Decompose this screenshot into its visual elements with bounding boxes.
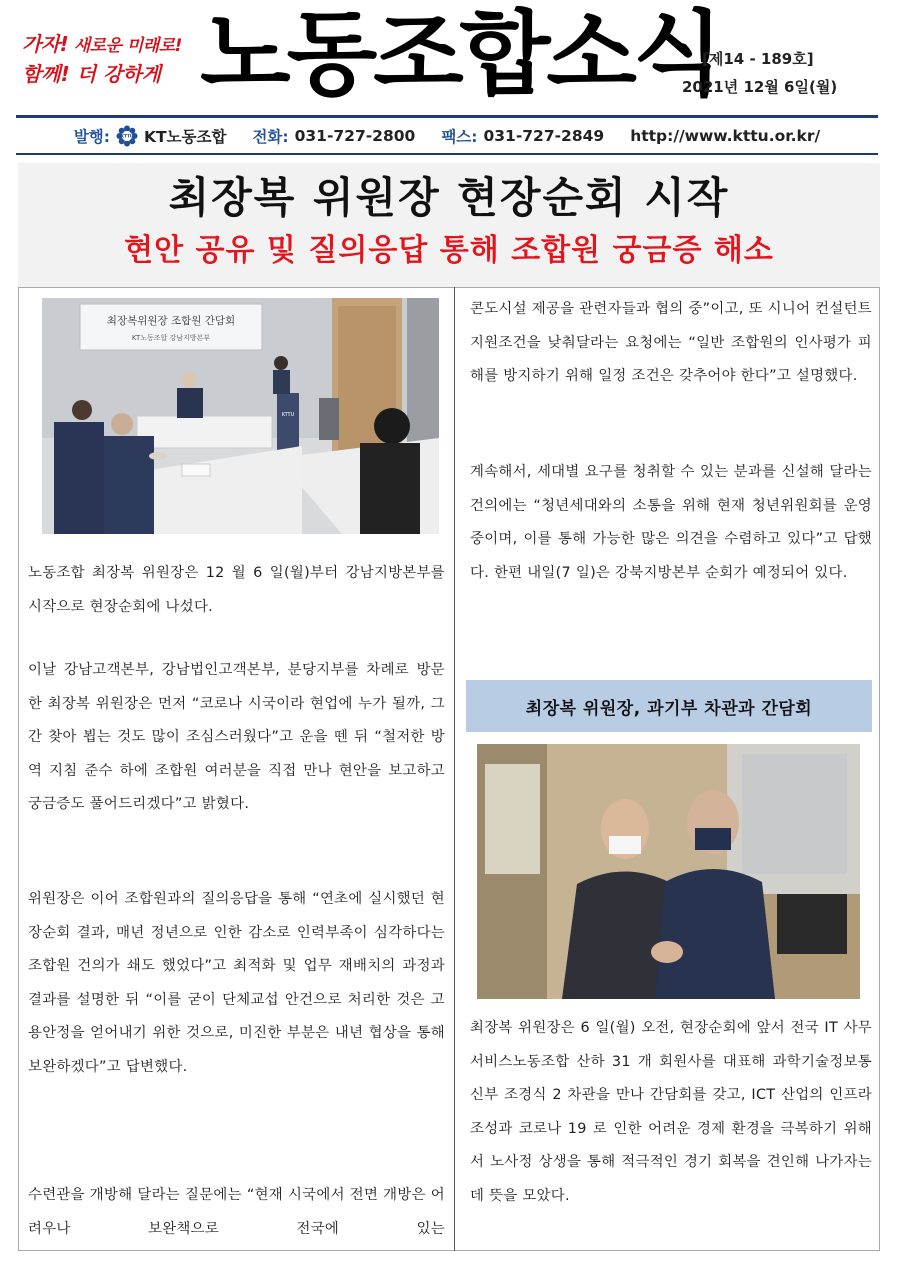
masthead-rule-bottom <box>16 153 878 155</box>
left-paragraph-4: 수련관을 개방해 달라는 질문에는 “현재 시국에서 전면 개방은 어려우나 보완책으로 전국에 있는 <box>28 1187 445 1237</box>
newsletter-title: 노동조합소식 <box>200 1 720 108</box>
phone-number: 031-727-2800 <box>294 126 416 145</box>
left-paragraph-2: 이날 강남고객본부, 강남법인고객본부, 분당지부를 차례로 방문한 최장복 위원장은 먼저 “코로나 시국이라 현업에 누가 될까, 그간 찾아 뵙는 것도 많이 조심스러웠다”고 운을 뗀 뒤 “철저한 방역 지침 준수 하에 조합원 여러분을 직접 만나 현안을 보고하고 궁금증도 풀어드리겠다”고 밝혔다. <box>28 662 445 813</box>
publisher-label: 발행: <box>73 127 110 146</box>
right-paragraph-2: 계속해서, 세대별 요구를 청취할 수 있는 분과를 신설해 달라는 건의에는 “청년세대와의 소통을 위해 현재 청년위원회를 운영 중이며, 이를 통해 가능한 많은 의견을 수렴하고 있다”고 답했다. 한편 내일(7 일)은 강북지방본부 순회가 예정되어 있다. <box>470 464 872 581</box>
phone-label: 전화: <box>252 127 289 146</box>
meeting-illustration <box>42 298 439 534</box>
fax-label: 팩스: <box>441 127 478 146</box>
left-paragraph-1: 노동조합 최장복 위원장은 12 월 6 일(월)부터 강남지방본부를 시작으로 현장순회에 나섰다. <box>28 565 445 615</box>
slogan-line1-b: 새로운 미래로! <box>73 36 182 56</box>
issue-number: [제14 - 189호] <box>702 50 814 68</box>
slogan-line1-a: 가자! <box>22 32 69 56</box>
podium-text: KTTU <box>281 412 295 418</box>
handshake-illustration <box>477 744 860 999</box>
publisher-name: KT노동조합 <box>143 127 227 146</box>
website-link[interactable]: http://www.kttu.or.kr/ <box>630 126 821 145</box>
article-headline: 최장복 위원장 현장순회 시작 <box>168 173 730 222</box>
banner-line2: KT노동조합 강남지방본부 <box>131 334 211 342</box>
logo-text: KTTU <box>120 133 134 139</box>
issue-date: 2021년 12월 6일(월) <box>682 78 838 96</box>
meeting-photo <box>42 298 439 534</box>
fax-number: 031-727-2849 <box>483 126 605 145</box>
article-subheadline: 현안 공유 및 질의응답 통해 조합원 궁금증 해소 <box>124 233 774 268</box>
publisher-bar <box>16 118 878 153</box>
handshake-photo <box>477 744 860 999</box>
column-divider <box>454 287 455 1251</box>
slogan-line2: 함께! 더 강하게 <box>22 62 161 86</box>
sidebar-heading: 최장복 위원장, 과기부 차관과 간담회 <box>466 680 872 732</box>
sidebar-paragraph: 최장복 위원장은 6 일(월) 오전, 현장순회에 앞서 전국 IT 사무서비스노동조합 산하 31 개 회원사를 대표해 과학기술정보통신부 조경식 2 차관을 만나 간담회를 갖고, ICT 산업의 인프라 조성과 코로나 19 로 인한 어려운 경제 환경을 극복하기 위해서 노사정 상생을 통해 적극적인 경기 회복을 견인해 나가자는 데 뜻을 모았다. <box>470 1020 872 1204</box>
right-paragraph-1: 콘도시설 제공을 관련자들과 협의 중”이고, 또 시니어 컨설턴트 지원조건을 낮춰달라는 요청에는 “일반 조합원의 인사평가 피해를 방지하기 위해 일정 조건은 갖추어야 한다”고 설명했다. <box>470 301 872 385</box>
left-paragraph-3: 위원장은 이어 조합원과의 질의응답을 통해 “연초에 실시했던 현장순회 결과, 매년 정년으로 인한 감소로 인력부족이 심각하다는 조합원 건의가 쇄도 했었다”고 최적화 및 업무 재배치의 과정과 결과를 설명한 뒤 “이를 굳이 단체교섭 안건으로 처리한 것은 고용안정을 얻어내기 위한 것으로, 미진한 부분은 내년 협상을 통해 보완하겠다”고 답변했다. <box>28 891 445 1075</box>
slogan <box>22 30 212 88</box>
banner-line1: 최장복위원장 조합원 간담회 <box>106 315 236 327</box>
kttu-logo-icon <box>116 125 138 147</box>
